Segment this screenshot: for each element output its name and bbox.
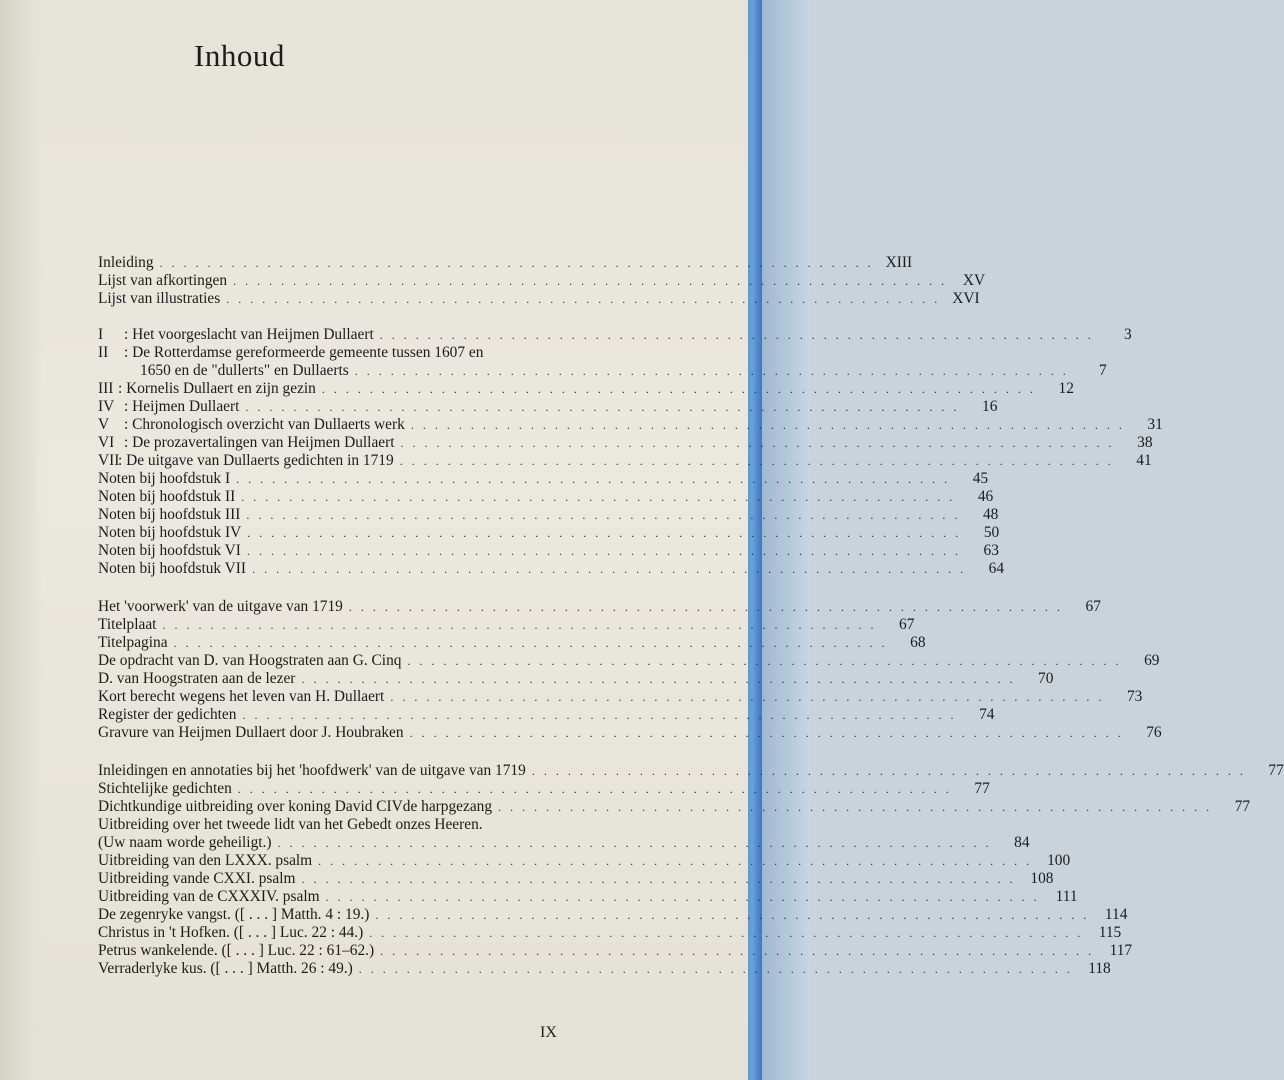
toc-entry-text: Christus in 't Hofken. ([ . . . ] Luc. 22 : 44.): [98, 924, 364, 941]
toc-page-number: 74: [979, 706, 995, 723]
chapter-number: III: [98, 380, 114, 397]
toc-entry: [98, 924, 1122, 942]
toc-entry-text: Noten bij hoofdstuk II: [98, 488, 236, 505]
toc-entry-text: Stichtelijke gedichten: [98, 780, 232, 797]
toc-page-number: 67: [1085, 598, 1101, 615]
dot-leader: ............................................................: [241, 490, 962, 504]
toc-page-number: XV: [962, 272, 986, 289]
toc-entry-title: [98, 780, 232, 798]
toc-page-number: 100: [1047, 852, 1071, 869]
toc-entry: [98, 272, 986, 290]
toc-entry-title: [98, 634, 168, 652]
toc-entry-title: [98, 762, 526, 780]
toc-entry-text: Inleidingen en annotaties bij het 'hoofdwerk' van de uitgave van 1719: [98, 762, 526, 779]
toc-page-number: 64: [988, 560, 1005, 577]
chapter-number: II: [98, 344, 109, 361]
toc-entry-title: [98, 470, 230, 488]
toc-entry-title: [98, 688, 384, 706]
dot-leader: ............................................................: [369, 926, 1090, 940]
toc-entry: [98, 616, 915, 634]
toc-entry: [98, 852, 1071, 870]
toc-entry: [98, 798, 1251, 816]
dot-leader: ............................................................: [531, 764, 1252, 778]
toc-entry-title: [98, 670, 295, 688]
toc-entry: [98, 688, 1143, 706]
dot-leader: ............................................................: [380, 944, 1101, 958]
toc-entry-text: (Uw naam worde geheiligt.): [98, 834, 272, 851]
toc-entry: [98, 362, 1107, 380]
toc-page-number: 45: [972, 470, 989, 487]
toc-page-number: 12: [1058, 380, 1074, 397]
toc-entry-text: Uitbreiding van den LXXX. psalm: [98, 852, 313, 869]
dot-leader: ............................................................: [301, 672, 1022, 686]
toc-entry-title: [98, 254, 154, 272]
toc-entry: [98, 470, 989, 488]
toc-entry-title: [98, 416, 405, 434]
toc-entry-title: [98, 542, 241, 560]
toc-page-number: 73: [1126, 688, 1143, 705]
chapter-separator: :: [124, 326, 133, 343]
toc-entry-title: [98, 598, 343, 616]
toc-page-number: 77: [974, 780, 990, 797]
toc-entry-title: [98, 652, 401, 670]
page-gutter-shadow: [0, 0, 42, 1080]
dot-leader: ............................................................: [236, 472, 957, 486]
toc-entry: [98, 724, 1162, 742]
toc-entry-text: Lijst van afkortingen: [98, 272, 228, 289]
dot-leader: ............................................................: [321, 382, 1042, 396]
toc-page-number: 77: [1234, 798, 1251, 815]
toc-entry-title: [98, 362, 349, 380]
toc-entry-title: [98, 870, 295, 888]
toc-entry-title: [98, 816, 483, 834]
toc-entry: [98, 398, 998, 416]
toc-page-number: 69: [1144, 652, 1160, 669]
toc-entry-title: [98, 834, 272, 852]
toc-entry: [98, 762, 1284, 780]
dot-leader: ............................................................: [390, 690, 1111, 704]
toc-page-number: 31: [1147, 416, 1163, 433]
dot-leader: ............................................................: [410, 418, 1131, 432]
toc-entry-title: [98, 452, 394, 470]
toc-page-number: 84: [1014, 834, 1030, 851]
dot-leader: ............................................................: [354, 364, 1075, 378]
dot-leader: ............................................................: [379, 328, 1100, 342]
toc-entry: [98, 344, 648, 362]
page-title: Inhoud: [194, 38, 285, 73]
toc-page-number: 118: [1088, 960, 1111, 977]
toc-page-number: 114: [1104, 906, 1128, 923]
toc-entry: [98, 888, 1078, 906]
chapter-separator: :: [124, 344, 133, 361]
dot-leader: ............................................................: [498, 800, 1219, 814]
toc-entry-title: [98, 852, 312, 870]
toc-page-number: 48: [982, 506, 999, 523]
toc-entry: [98, 326, 1132, 344]
chapter-number: I: [98, 326, 104, 343]
toc-entry-text: Register der gedichten: [98, 706, 237, 723]
dot-leader: ............................................................: [226, 292, 947, 306]
toc-entry-text: D. van Hoogstraten aan de lezer: [98, 670, 296, 687]
dot-leader: ............................................................: [409, 726, 1130, 740]
toc-entry-title: [98, 924, 363, 942]
toc-entry-title: [98, 798, 492, 816]
dot-leader: ............................................................: [246, 544, 967, 558]
toc-entry-text: Kornelis Dullaert en zijn gezin: [126, 380, 316, 397]
toc-entry-text: Chronologisch overzicht van Dullaerts werk: [132, 416, 405, 433]
toc-entry: [98, 634, 926, 652]
toc-entry: [98, 416, 1163, 434]
toc-entry: [98, 452, 1152, 470]
toc-entry-title: [98, 290, 220, 308]
toc-entry-title: [98, 398, 239, 416]
toc-entry-text: De opdracht van D. van Hoogstraten aan G. Cinq: [98, 652, 402, 669]
toc-entry-title: [98, 888, 320, 906]
toc-entry-text: Lijst van illustraties: [98, 290, 221, 307]
toc-page-number: 7: [1099, 362, 1107, 379]
toc-entry-text: De uitgave van Dullaerts gedichten in 1719: [126, 452, 394, 469]
toc-entry-text: Gravure van Heijmen Dullaert door J. Houbraken: [98, 724, 404, 741]
chapter-separator: :: [124, 434, 133, 451]
toc-entry-text: De zegenryke vangst. ([ . . . ] Matth. 4 : 19.): [98, 906, 370, 923]
toc-entry: [98, 542, 999, 560]
toc-entry-text: Uitbreiding van de CXXXIV. psalm: [98, 888, 320, 905]
toc-entry-text: De Rotterdamse gereformeerde gemeente tussen 1607 en: [132, 344, 484, 361]
dot-leader: ............................................................: [242, 708, 963, 722]
toc-entry-title: [98, 906, 369, 924]
toc-entry-title: [98, 272, 227, 290]
toc-entry: [98, 506, 999, 524]
toc-entry-title: [98, 344, 483, 362]
toc-entry-text: Noten bij hoofdstuk VI: [98, 542, 241, 559]
toc-page-number: 115: [1098, 924, 1122, 941]
toc-entry: [98, 290, 980, 308]
dot-leader: ............................................................: [400, 436, 1121, 450]
toc-entry: [98, 834, 1030, 852]
chapter-number: IV: [98, 398, 115, 415]
dot-leader: ............................................................: [252, 562, 973, 576]
dot-leader: ............................................................: [358, 962, 1079, 976]
toc-entry-title: [98, 942, 374, 960]
toc-entry-text: Het 'voorwerk' van de uitgave van 1719: [98, 598, 343, 615]
toc-entry-text: Noten bij hoofdstuk I: [98, 470, 231, 487]
toc-entry-title: [98, 524, 241, 542]
toc-page-number: XIII: [885, 254, 913, 271]
toc-entry-text: Uitbreiding vande CXXI. psalm: [98, 870, 296, 887]
toc-entry-title: [98, 506, 240, 524]
toc-entry: [98, 960, 1111, 978]
toc-entry-title: [98, 560, 246, 578]
toc-entry: [98, 560, 1005, 578]
toc-entry-text: Titelplaat: [98, 616, 157, 633]
toc-entry-title: [98, 724, 404, 742]
dot-leader: ............................................................: [277, 836, 998, 850]
toc-page-number: 111: [1055, 888, 1078, 905]
chapter-number: VI: [98, 434, 115, 451]
toc-entry: [98, 652, 1160, 670]
toc-entry: [98, 942, 1133, 960]
toc-page-number: 50: [983, 524, 1000, 541]
toc-entry-text: Inleiding: [98, 254, 154, 271]
toc-entry-text: Titelpagina: [98, 634, 168, 651]
chapter-separator: :: [118, 380, 127, 397]
toc-entry-text: Noten bij hoofdstuk III: [98, 506, 241, 523]
toc-entry-text: Het voorgeslacht van Heijmen Dullaert: [132, 326, 374, 343]
dot-leader: ............................................................: [399, 454, 1120, 468]
toc-entry: [98, 816, 648, 834]
toc-page-number: 77: [1268, 762, 1284, 779]
dot-leader: ............................................................: [301, 872, 1022, 886]
toc-entry-text: Heijmen Dullaert: [132, 398, 240, 415]
toc-page-number: 67: [899, 616, 915, 633]
toc-entry-text: Noten bij hoofdstuk IV: [98, 524, 242, 541]
chapter-number: V: [98, 416, 110, 433]
toc-page-number: 117: [1109, 942, 1133, 959]
dot-leader: ............................................................: [173, 636, 894, 650]
toc-entry-title: [98, 326, 374, 344]
toc-entry: [98, 670, 1054, 688]
dot-leader: ............................................................: [245, 400, 966, 414]
toc-entry-title: [98, 434, 395, 452]
toc-entry-text: Kort berecht wegens het leven van H. Dullaert: [98, 688, 385, 705]
dot-leader: ............................................................: [233, 274, 954, 288]
chapter-number: VII: [98, 452, 120, 469]
chapter-separator: :: [118, 452, 127, 469]
toc-page-number: 108: [1030, 870, 1054, 887]
toc-entry-title: [98, 960, 353, 978]
chapter-separator: :: [124, 398, 133, 415]
toc-entry-title: [98, 616, 156, 634]
toc-entry-text: Verraderlyke kus. ([ . . . ] Matth. 26 : 49.): [98, 960, 353, 977]
toc-entry-text: Noten bij hoofdstuk VII: [98, 560, 247, 577]
toc-entry-title: [98, 380, 316, 398]
toc-entry: [98, 434, 1153, 452]
dot-leader: ............................................................: [237, 782, 958, 796]
toc-page-number: 76: [1146, 724, 1162, 741]
toc-entry: [98, 488, 994, 506]
toc-page-number: 16: [982, 398, 998, 415]
toc-entry: [98, 254, 913, 272]
toc-page-number: 46: [977, 488, 994, 505]
toc-page-number: 68: [910, 634, 926, 651]
toc-entry-text: Dichtkundige uitbreiding over koning David CIVde harpgezang: [98, 798, 493, 815]
toc-entry: [98, 598, 1101, 616]
toc-entry: [98, 524, 1000, 542]
toc-entry-text: Petrus wankelende. ([ . . . ] Luc. 22 : 61–62.): [98, 942, 375, 959]
page-number: IX: [540, 1024, 557, 1041]
toc-entry-title: [98, 488, 235, 506]
dot-leader: ............................................................: [348, 600, 1069, 614]
toc-page-number: XVI: [952, 290, 980, 307]
dot-leader: ............................................................: [407, 654, 1128, 668]
toc-page-number: 63: [983, 542, 999, 559]
toc-page-number: 3: [1124, 326, 1132, 343]
toc-entry: [98, 780, 990, 798]
dot-leader: ............................................................: [159, 256, 880, 270]
toc-entry: [98, 870, 1054, 888]
toc-entry: [98, 706, 995, 724]
toc-page-number: 41: [1136, 452, 1152, 469]
dot-leader: ............................................................: [318, 854, 1039, 868]
dot-leader: ............................................................: [325, 890, 1046, 904]
toc-entry-text: Uitbreiding over het tweede lidt van het Gebedt onzes Heeren.: [98, 816, 483, 833]
dot-leader: ............................................................: [247, 526, 968, 540]
dot-leader: ............................................................: [162, 618, 883, 632]
toc-entry-text: De prozavertalingen van Heijmen Dullaert: [132, 434, 395, 451]
toc-entry: [98, 380, 1074, 398]
toc-entry: [98, 906, 1128, 924]
toc-entry-title: [98, 706, 236, 724]
toc-entry-text: 1650 en de "dullerts" en Dullaerts: [140, 362, 349, 379]
toc-page-number: 70: [1038, 670, 1054, 687]
dot-leader: ............................................................: [375, 908, 1096, 922]
chapter-separator: :: [124, 416, 133, 433]
dot-leader: ............................................................: [246, 508, 967, 522]
toc-page-number: 38: [1137, 434, 1153, 451]
